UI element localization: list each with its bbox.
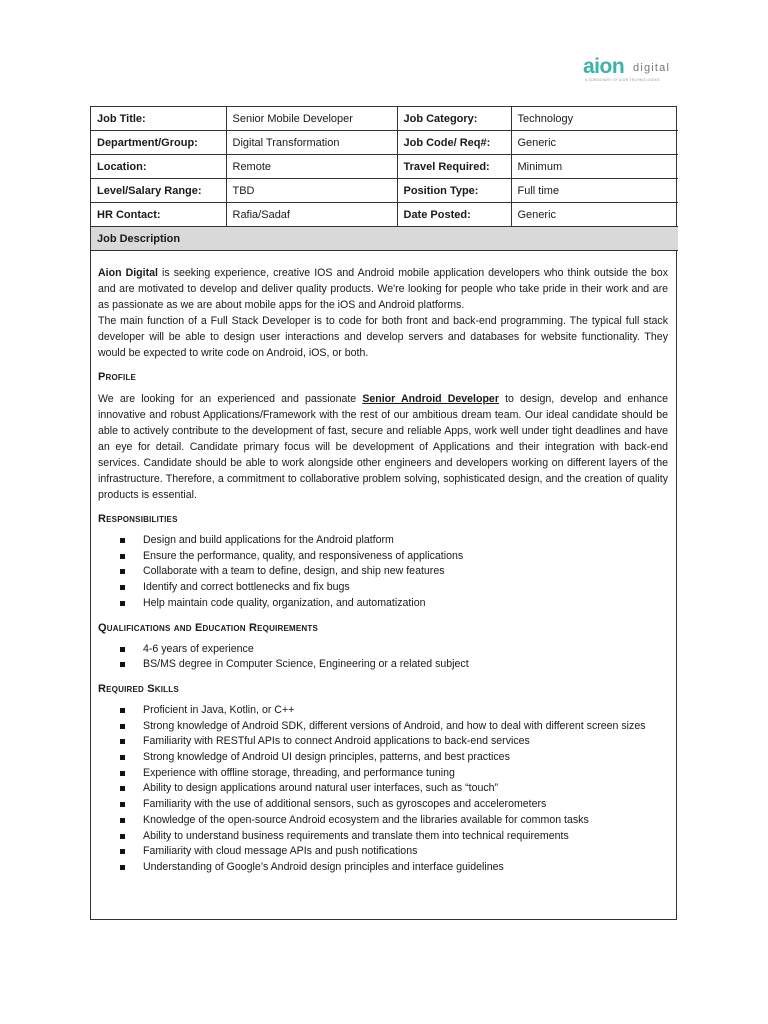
bullet-icon — [120, 818, 125, 823]
job-code-value: Generic — [511, 131, 678, 155]
salary-range-label: Level/Salary Range: — [91, 179, 226, 203]
position-type-label: Position Type: — [397, 179, 511, 203]
intro-paragraph — [98, 265, 668, 313]
responsibilities-heading: Responsibilities — [98, 513, 178, 525]
list-item — [98, 580, 668, 596]
responsibilities-list — [98, 533, 668, 612]
qualifications-list — [98, 642, 668, 673]
travel-required-value: Minimum — [511, 155, 678, 179]
bullet-icon — [120, 755, 125, 760]
list-item — [98, 829, 668, 845]
intro-text: is seeking experience, creative IOS and Android mobile application developers who think outside the box and are motivated to develop and deliver quality products. We're looking for people who take pride in their work and are as passionate as we are about mobile apps for the iOS and Android platforms. — [98, 267, 668, 311]
bullet-icon — [120, 569, 125, 574]
logo-tagline: A SUBSIDIARY OF AION TECHNOLOGIES — [585, 78, 660, 82]
list-item-text: Familiarity with the use of additional sensors, such as gyroscopes and accelerometers — [143, 798, 547, 811]
hr-contact-value: Rafia/Sadaf — [226, 203, 397, 227]
bullet-icon — [120, 601, 125, 606]
skills-heading: Required Skills — [98, 682, 179, 695]
bullet-icon — [120, 585, 125, 590]
list-item — [98, 781, 668, 797]
list-item-text: Proficient in Java, Kotlin, or C++ — [143, 703, 295, 716]
bullet-icon — [120, 724, 125, 729]
list-item-text: Strong knowledge of Android UI design principles, patterns, and best practices — [143, 751, 510, 764]
bullet-icon — [120, 739, 125, 744]
list-item — [98, 844, 668, 860]
list-item — [98, 797, 668, 813]
job-title-value: Senior Mobile Developer — [226, 107, 397, 131]
list-item — [98, 860, 668, 876]
bullet-icon — [120, 849, 125, 854]
list-item-text: Knowledge of the open-source Android ecosystem and the libraries available for common tasks — [143, 813, 589, 826]
list-item-text: BS/MS degree in Computer Science, Engineering or a related subject — [143, 658, 469, 671]
skills-list — [98, 703, 668, 876]
profile-text-before: We are looking for an experienced and passionate — [98, 393, 363, 405]
hr-contact-label: HR Contact: — [91, 203, 226, 227]
bullet-icon — [120, 834, 125, 839]
list-item-text: Understanding of Google’s Android design principles and interface guidelines — [143, 860, 504, 873]
table-row — [91, 179, 678, 203]
department-label: Department/Group: — [91, 131, 226, 155]
list-item-text: Collaborate with a team to define, design, and ship new features — [143, 565, 445, 578]
profile-paragraph — [98, 391, 668, 503]
list-item — [98, 657, 668, 673]
list-item — [98, 734, 668, 750]
position-type-value: Full time — [511, 179, 678, 203]
table-row — [91, 203, 678, 227]
profile-heading: Profile — [98, 371, 137, 383]
bullet-icon — [120, 771, 125, 776]
list-item-text: Identify and correct bottlenecks and fix bugs — [143, 581, 350, 594]
list-item — [98, 719, 668, 735]
salary-range-value: TBD — [226, 179, 397, 203]
bullet-icon — [120, 708, 125, 713]
department-value: Digital Transformation — [226, 131, 397, 155]
list-item — [98, 549, 668, 565]
table-row — [91, 227, 678, 251]
company-name: Aion Digital — [98, 267, 158, 279]
list-item — [98, 813, 668, 829]
table-row — [91, 107, 678, 131]
job-code-label: Job Code/ Req#: — [397, 131, 511, 155]
table-row — [91, 131, 678, 155]
list-item-text: Ensure the performance, quality, and responsiveness of applications — [143, 549, 464, 562]
job-description-document — [90, 106, 677, 920]
logo-sub-text: digital — [633, 62, 671, 74]
date-posted-label: Date Posted: — [397, 203, 511, 227]
job-category-value: Technology — [511, 107, 678, 131]
job-info-table — [91, 107, 678, 251]
list-item — [98, 750, 668, 766]
bullet-icon — [120, 865, 125, 870]
list-item-text: Strong knowledge of Android SDK, different versions of Android, and how to deal with different screen sizes — [143, 719, 646, 732]
table-row — [91, 155, 678, 179]
profile-text-after: to design, develop and enhance innovative and robust Applications/Framework with the rest of our ambitious dream team. Our ideal candidate should be able to actively contribute to the development of fast, secure and reliable Apps, work well under tight deadlines and have an eye for detail. Candidate primary focus will be development of Applications and their integration with back-end services. Candidate should be able to work alongside other engineers and developers working on different layers of the infrastructure. Therefore, a commitment to collaborative problem solving, sophisticated design, and the creation of quality products is essential. — [98, 393, 668, 501]
job-category-label: Job Category: — [397, 107, 511, 131]
bullet-icon — [120, 802, 125, 807]
list-item-text: Experience with offline storage, threading, and performance tuning — [143, 766, 455, 779]
bullet-icon — [120, 554, 125, 559]
list-item — [98, 766, 668, 782]
bullet-icon — [120, 647, 125, 652]
bullet-icon — [120, 786, 125, 791]
qualifications-heading: Qualifications and Education Requirements — [98, 621, 319, 634]
location-value: Remote — [226, 155, 397, 179]
job-title-label: Job Title: — [91, 107, 226, 131]
list-item-text: Help maintain code quality, organization, and automatization — [143, 596, 426, 609]
list-item — [98, 596, 668, 612]
date-posted-value: Generic — [511, 203, 678, 227]
list-item-text: Familiarity with RESTful APIs to connect Android applications to back-end services — [143, 735, 530, 748]
bullet-icon — [120, 538, 125, 543]
job-description-header: Job Description — [91, 227, 678, 251]
job-description-body — [91, 251, 676, 876]
travel-required-label: Travel Required: — [397, 155, 511, 179]
profile-role: Senior Android Developer — [362, 393, 499, 405]
bullet-icon — [120, 662, 125, 667]
location-label: Location: — [91, 155, 226, 179]
list-item-text: Familiarity with cloud message APIs and push notifications — [143, 845, 418, 858]
list-item — [98, 564, 668, 580]
list-item-text: 4-6 years of experience — [143, 642, 254, 655]
list-item — [98, 642, 668, 658]
list-item-text: Ability to design applications around natural user interfaces, such as “touch” — [143, 782, 499, 795]
list-item — [98, 533, 668, 549]
list-item — [98, 703, 668, 719]
company-logo — [583, 56, 683, 86]
logo-main-text: aion — [583, 55, 625, 78]
list-item-text: Ability to understand business requirements and translate them into technical requirements — [143, 829, 569, 842]
list-item-text: Design and build applications for the Android platform — [143, 534, 394, 546]
function-paragraph: The main function of a Full Stack Developer is to code for both front and back-end programming. The typical full stack developer will be able to design user interactions and develop servers and databases for website functionality. They would be expected to write code on Android, iOS, or both. — [98, 315, 668, 359]
